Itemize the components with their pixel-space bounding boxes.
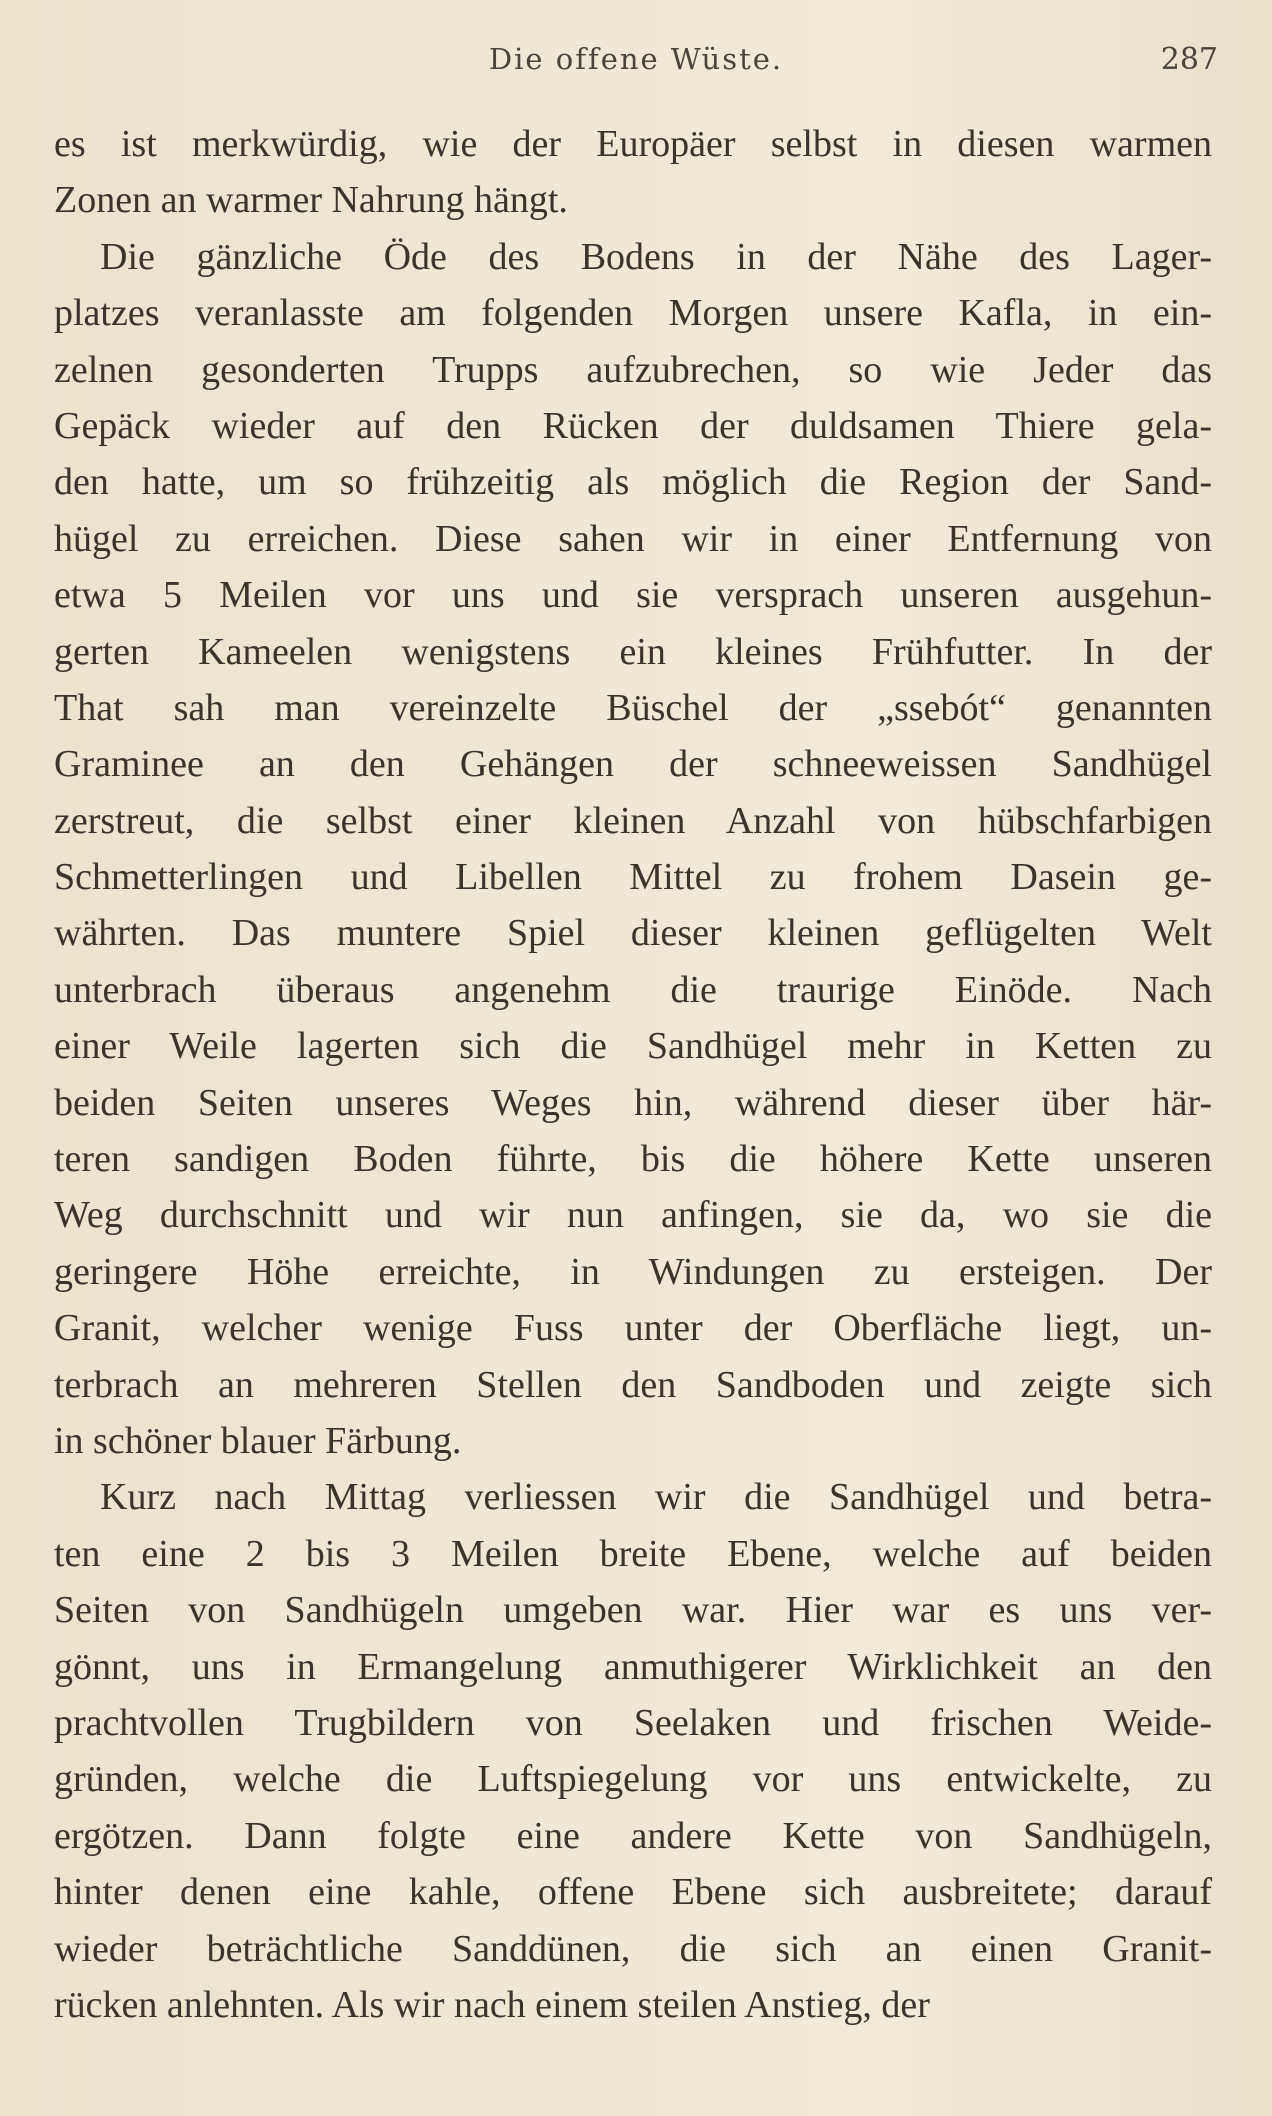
text-line: einer Weile lagerten sich die Sandhügel mehr in Ketten zu — [54, 1025, 1212, 1068]
text-line: hinter denen eine kahle, offene Ebene sich ausbreitete; darauf — [54, 1871, 1212, 1914]
text-line: beiden Seiten unseres Weges hin, während dieser über här- — [54, 1081, 1212, 1124]
text-line: Schmetterlingen und Libellen Mittel zu frohem Dasein ge- — [54, 856, 1212, 899]
paragraph — [54, 229, 1212, 1470]
text-line: unterbrach überaus angenehm die traurige Einöde. Nach — [54, 968, 1212, 1011]
text-line: geringere Höhe erreichte, in Windungen zu ersteigen. Der — [54, 1250, 1212, 1293]
text-line: ergötzen. Dann folgte eine andere Kette von Sandhügeln, — [54, 1814, 1212, 1857]
text-line: Graminee an den Gehängen der schneeweissen Sandhügel — [54, 743, 1212, 786]
text-line: teren sandigen Boden führte, bis die höhere Kette unseren — [54, 1138, 1212, 1181]
text-line: platzes veranlasste am folgenden Morgen unsere Kafla, in ein- — [54, 292, 1212, 335]
text-line: Weg durchschnitt und wir nun anfingen, sie da, wo sie die — [54, 1194, 1212, 1237]
text-line: Die gänzliche Öde des Bodens in der Nähe des Lager- — [100, 235, 1212, 278]
text-line: That sah man vereinzelte Büschel der „ssebót“ genannten — [54, 686, 1212, 729]
text-line: rücken anlehnten. Als wir nach einem steilen Anstieg, der — [54, 1983, 930, 2026]
text-line: Granit, welcher wenige Fuss unter der Oberfläche liegt, un- — [54, 1307, 1212, 1350]
text-line: Kurz nach Mittag verliessen wir die Sandhügel und betra- — [100, 1476, 1212, 1519]
text-line: gerten Kameelen wenigstens ein kleines Frühfutter. In der — [54, 630, 1212, 673]
text-line: etwa 5 Meilen vor uns und sie versprach unseren ausgehun- — [54, 574, 1212, 617]
text-line: ten eine 2 bis 3 Meilen breite Ebene, welche auf beiden — [54, 1532, 1212, 1575]
page-number: 287 — [1160, 42, 1218, 77]
text-line: wieder beträchtliche Sanddünen, die sich an einen Granit- — [54, 1927, 1212, 1970]
running-head-title: Die offene Wüste. — [488, 42, 784, 76]
text-line: in schöner blauer Färbung. — [54, 1419, 462, 1462]
running-head — [54, 42, 1218, 82]
paragraph — [54, 1469, 1212, 2033]
text-line: gönnt, uns in Ermangelung anmuthigerer Wirklichkeit an den — [54, 1645, 1212, 1688]
text-line: terbrach an mehreren Stellen den Sandboden und zeigte sich — [54, 1363, 1212, 1406]
text-line: Zonen an warmer Nahrung hängt. — [54, 179, 568, 222]
text-line: zelnen gesonderten Trupps aufzubrechen, so wie Jeder das — [54, 348, 1212, 391]
text-line: gründen, welche die Luftspiegelung vor uns entwickelte, zu — [54, 1758, 1212, 1801]
text-line: Seiten von Sandhügeln umgeben war. Hier war es uns ver- — [54, 1589, 1212, 1632]
paragraph — [54, 116, 1212, 229]
text-line: prachtvollen Trugbildern von Seelaken und frischen Weide- — [54, 1701, 1212, 1744]
text-line: zerstreut, die selbst einer kleinen Anzahl von hübschfarbigen — [54, 799, 1212, 842]
text-line: Gepäck wieder auf den Rücken der duldsamen Thiere gela- — [54, 404, 1212, 447]
text-line: es ist merkwürdig, wie der Europäer selbst in diesen warmen — [54, 123, 1212, 165]
body-text — [54, 116, 1212, 2033]
text-line: hügel zu erreichen. Diese sahen wir in einer Entfernung von — [54, 517, 1212, 560]
text-line: den hatte, um so frühzeitig als möglich die Region der Sand- — [54, 461, 1212, 504]
text-line: währten. Das muntere Spiel dieser kleinen geflügelten Welt — [54, 912, 1212, 955]
